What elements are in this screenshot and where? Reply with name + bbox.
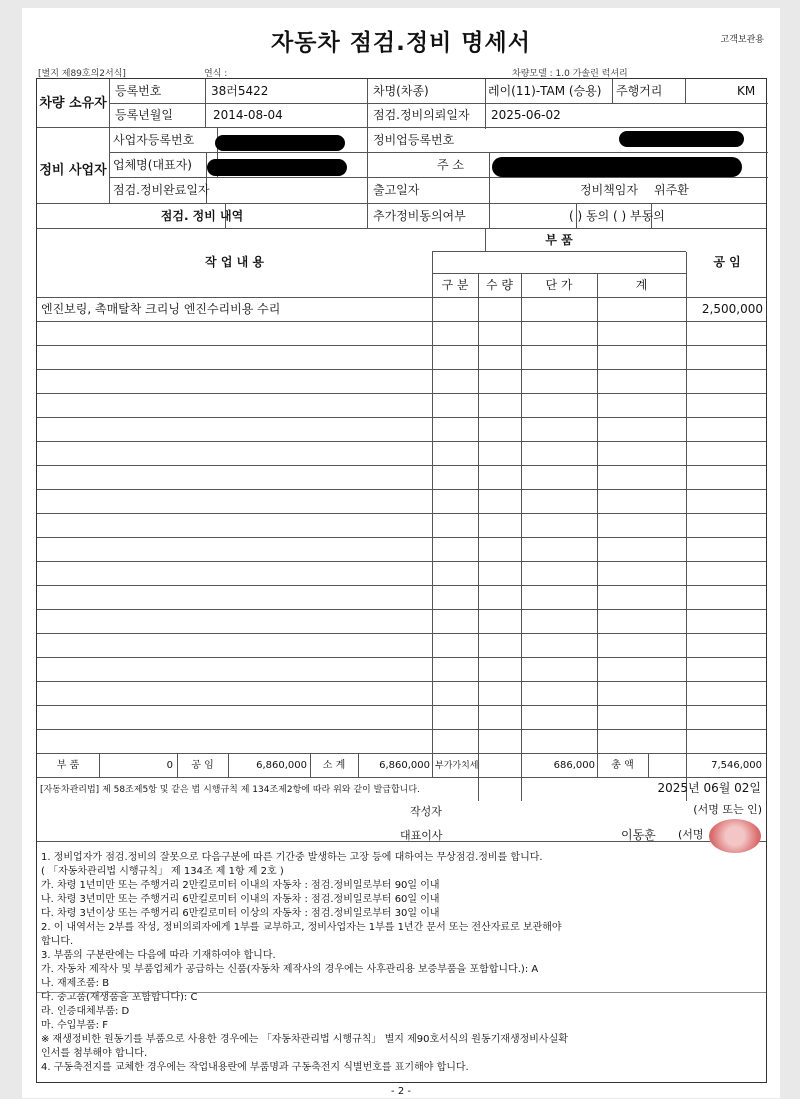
note-line: 4. 구동축전지를 교체한 경우에는 작업내용란에 부품명과 구동축전지 식별번호를 표기해야 합니다.: [41, 1062, 469, 1073]
note-line: 인서를 첨부해야 합니다.: [41, 1048, 148, 1059]
shop-reg-label: 정비업등록번호: [373, 133, 455, 147]
rep-name: 이동훈: [621, 828, 656, 842]
form-number: [별지 제89호의2서식]: [38, 69, 126, 79]
total-value: 7,546,000: [711, 760, 762, 771]
biz-no-label: 사업자등록번호: [113, 133, 195, 147]
total-parts-label: 부 품: [56, 760, 80, 771]
reg-no-label: 등록번호: [115, 84, 162, 98]
note-line: 다. 차령 3년이상 또는 주행거리 6만킬로미터 이상의 자동차 : 점검.정비일로부터 30일 이내: [41, 908, 440, 919]
redaction-mark: [207, 159, 347, 176]
detail-section-label: 점검. 정비 내역: [160, 209, 244, 223]
subtotal-value: 6,860,000: [379, 760, 430, 771]
note-line: ( 「자동차관리법 시행규칙」 제 134조 제 1항 제 2호 ): [41, 866, 284, 877]
total-labor-value: 6,860,000: [256, 760, 307, 771]
note-line: 나. 차령 3년미만 또는 주행거리 6만킬로미터 이내의 자동차 : 점검.정비일로부터 60일 이내: [41, 894, 440, 905]
manager-label: 정비책임자: [580, 183, 638, 197]
issue-date: 2025년 06월 02일: [657, 781, 761, 795]
item-description: 엔진보링, 촉매탈착 크리닝 엔진수리비용 수리: [41, 302, 281, 316]
total-labor-label: 공 임: [191, 760, 214, 771]
note-line: 라. 인증대체부품: D: [41, 1006, 130, 1017]
page-number: - 2 -: [391, 1086, 411, 1097]
col-price-header: 단 가: [545, 278, 573, 292]
col-total-header: 계: [635, 278, 648, 292]
request-date-value: 2025-06-02: [491, 108, 561, 122]
col-qty-header: 수 량: [486, 278, 513, 292]
vat-label: 부가가치세: [435, 761, 479, 771]
labor-column-header: 공 임: [713, 255, 741, 269]
note-line: 가. 자동차 제작사 및 부품업체가 공급하는 신품(자동차 제작사의 경우에는 사후관리용 보증부품을 포함합니다.): A: [41, 964, 539, 975]
reg-no-value: 38러5422: [211, 84, 269, 98]
form-frame: [36, 78, 767, 1083]
note-line: 마. 수입부품: F: [41, 1020, 108, 1031]
note-line: 1. 정비업자가 점검.정비의 잘못으로 다음구분에 따른 기간중 발생하는 고장 등에 대하여는 무상점검.정비를 합니다.: [41, 852, 543, 863]
item-labor: 2,500,000: [701, 302, 763, 316]
work-column-header: 작 업 내 용: [205, 255, 264, 269]
address-label: 주 소: [437, 158, 464, 172]
mileage-unit: KM: [737, 84, 756, 98]
redaction-mark: [619, 131, 744, 147]
car-name-label: 차명(차종): [373, 84, 429, 98]
sign-short-label: (서명: [678, 828, 704, 841]
parts-column-header: 부 품: [545, 233, 573, 247]
company-label: 업체명(대표자): [113, 158, 192, 172]
document-title: 자동차 점검.정비 명세서: [271, 30, 531, 56]
total-label: 총 액: [611, 760, 634, 771]
subtotal-label: 소 계: [322, 760, 346, 771]
reg-date-value: 2014-08-04: [213, 108, 283, 122]
reg-date-label: 등록년월일: [115, 108, 173, 122]
rep-label: 대표이사: [400, 829, 443, 842]
note-line: 3. 부품의 구분란에는 다음에 따라 기재하여야 합니다.: [41, 950, 276, 961]
note-line: 합니다.: [41, 936, 74, 947]
document-page: [22, 8, 780, 1098]
note-line: 다. 중고품(재생품을 포함합니다): C: [41, 992, 198, 1003]
copy-label: 고객보관용: [720, 35, 764, 45]
model-year-label: 연식 :: [204, 69, 228, 79]
sign-label: (서명 또는 인): [693, 803, 762, 816]
car-name-value: 레이(11)-TAM (승용): [488, 84, 602, 98]
company-seal-stamp: [709, 819, 761, 853]
redaction-mark: [492, 157, 742, 177]
complete-date-label: 점검.정비완료일자: [113, 183, 210, 197]
note-line: ※ 재생정비한 원동기를 부품으로 사용한 경우에는 「자동차관리법 시행규칙」 별지 제90호서식의 원동기재생정비사실확: [41, 1034, 568, 1045]
mileage-label: 주행거리: [616, 84, 663, 98]
note-line: 2. 이 내역서는 2부를 작성, 정비의뢰자에게 1부를 교부하고, 정비사업자는 1부를 1년간 문서 또는 전산자료로 보관해야: [41, 922, 562, 933]
redaction-mark: [215, 135, 345, 151]
consent-label: 추가정비동의여부: [373, 209, 466, 223]
author-label: 작성자: [410, 805, 442, 818]
note-line: 나. 재제조품: B: [41, 978, 110, 989]
total-parts-value: 0: [166, 760, 173, 771]
shop-section-label: 정비 사업자: [39, 163, 107, 178]
owner-section-label: 차량 소유자: [39, 96, 107, 111]
consent-options: ( ) 동의 ( ) 부동의: [569, 209, 665, 223]
request-date-label: 점검.정비의뢰일자: [373, 108, 470, 122]
vehicle-model: 차량모델 : 1.0 가솔린 럭셔리: [512, 69, 628, 79]
manager-value: 위주환: [654, 183, 689, 197]
note-line: 가. 차령 1년미만 또는 주행거리 2만킬로미터 이내의 자동차 : 점검.정비일로부터 90일 이내: [41, 880, 440, 891]
col-type-header: 구 분: [441, 278, 469, 292]
law-text: [자동차관리법] 제 58조제5항 및 같은 법 시행규칙 제 134조제2항에 따라 위와 같이 발급합니다.: [40, 785, 420, 795]
vat-value: 686,000: [553, 760, 595, 771]
notes-section: [41, 851, 761, 1075]
release-date-label: 출고일자: [373, 183, 420, 197]
